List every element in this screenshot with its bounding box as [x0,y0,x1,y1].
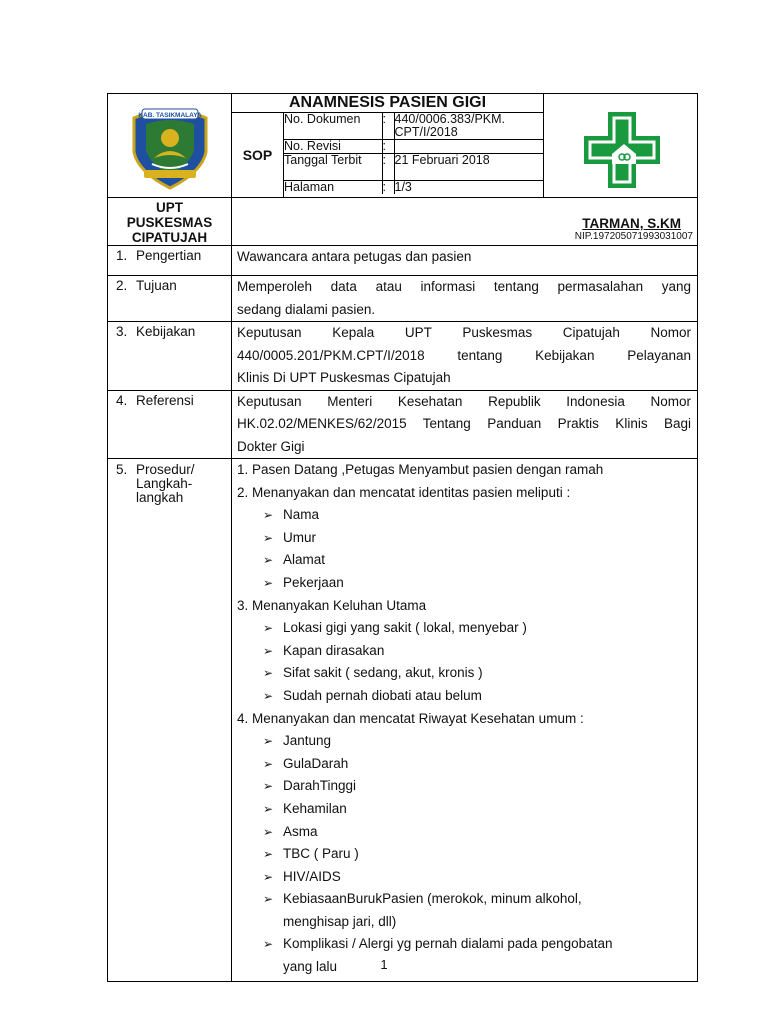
bullet-text: Sifat sakit ( sedang, akut, kronis ) [283,665,483,681]
procedure-bullet [237,866,691,889]
section-title: Pengertian [136,248,202,263]
section-row-prosedur [108,459,698,982]
section-title: Kebijakan [136,324,196,339]
arrow-bullet-icon: ➢ [263,801,274,816]
bullet-text: yang lalu [283,959,338,975]
section-content [232,246,698,276]
content-line: Klinis Di UPT Puskesmas Cipatujah [237,370,451,385]
section-label [108,246,232,276]
procedure-bullet [237,504,691,527]
sop-header-table [107,93,698,246]
arrow-bullet-icon: ➢ [263,553,274,568]
tasikmalaya-emblem-icon [124,100,216,192]
section-number: 4. [116,392,128,408]
bullet-text: HIV/AIDS [283,868,341,884]
signature-block [232,198,698,246]
arrow-bullet-icon: ➢ [263,847,274,862]
meta-row-no-revisi [284,140,544,154]
arrow-bullet-icon: ➢ [263,892,274,907]
section-label [108,459,232,982]
puskesmas-logo-cell [544,94,698,198]
procedure-bullet [237,798,691,821]
regency-logo-cell [108,94,232,198]
arrow-bullet-icon: ➢ [263,530,274,545]
bullet-text: Umur [283,529,316,545]
section-content [232,390,698,459]
arrow-bullet-icon: ➢ [263,779,274,794]
signer-nip: NIP.197205071993031007 [574,231,693,242]
content-line: Wawancara antara petugas dan pasien [237,249,472,264]
section-content [232,322,698,391]
bullet-text: Lokasi gigi yang sakit ( lokal, menyebar ) [283,620,527,636]
meta-label: No. Revisi [284,140,382,154]
section-title: Referensi [136,392,194,408]
section-number: 3. [116,324,128,339]
document-meta-cell [284,113,544,198]
content-line: 440/0005.201/PKM.CPT/I/2018 tentang Kebijakan Pelayanan [237,347,691,363]
document-title: ANAMNESIS PASIEN GIGI [232,94,544,113]
sop-body-table [107,245,698,982]
arrow-bullet-icon: ➢ [263,575,274,590]
section-number: 5. [116,462,128,477]
meta-row-no-dokumen [284,113,544,140]
procedure-bullet [237,527,691,550]
section-title-line: langkah [136,490,184,505]
meta-value: 1/3 [394,181,544,195]
section-title-line: Prosedur/ [136,462,195,477]
upt-line: PUSKESMAS [126,215,213,230]
meta-label: Tanggal Terbit [284,154,382,181]
bullet-text: Pekerjaan [283,574,344,590]
section-row-pengertian [108,246,698,276]
procedure-bullet [237,821,691,844]
page-number: 1 [380,957,388,972]
upt-line: UPT [156,200,183,215]
section-label [108,276,232,322]
meta-value [394,140,544,154]
arrow-bullet-icon: ➢ [263,643,274,658]
procedure-bullet [237,662,691,685]
procedure-bullet [237,843,691,866]
meta-value: 440/0006.383/PKM. CPT/I/2018 [394,113,544,140]
procedure-content [232,459,698,982]
content-line: Memperoleh data atau informasi tentang permasalahan yang [237,279,691,294]
bullet-text: Kehamilan [283,800,347,816]
content-line: Keputusan Kepala UPT Puskesmas Cipatujah Nomor [237,325,691,340]
meta-sep: : [382,181,394,195]
green-cross-icon [582,110,662,190]
arrow-bullet-icon: ➢ [263,508,274,523]
section-label [108,390,232,459]
arrow-bullet-icon: ➢ [263,666,274,681]
bullet-text: Alamat [283,552,326,568]
content-line: Keputusan Menteri Kesehatan Republik Indonesia Nomor [237,393,691,409]
upt-name [108,198,232,246]
section-title-line: Langkah- [136,476,193,491]
bullet-text: Nama [283,507,320,523]
meta-value: 21 Februari 2018 [394,154,544,181]
section-row-tujuan [108,276,698,322]
arrow-bullet-icon: ➢ [263,621,274,636]
arrow-bullet-icon: ➢ [263,937,274,952]
procedure-bullet [237,549,691,572]
bullet-text: Asma [283,823,318,839]
section-title [136,463,195,505]
section-number: 1. [116,248,128,263]
logo-text: KAB. TASIKMALAYA [138,112,202,119]
section-row-referensi [108,390,698,459]
arrow-bullet-icon: ➢ [263,688,274,703]
arrow-bullet-icon: ➢ [263,734,274,749]
procedure-step: 3. Menanyakan Keluhan Utama [237,597,427,613]
meta-label: Halaman [284,181,382,195]
meta-label: No. Dokumen [284,113,382,140]
upt-line: CIPATUJAH [131,230,208,245]
procedure-bullet [237,640,691,663]
procedure-step: 2. Menanyakan dan mencatat identitas pasien meliputi : [237,484,571,500]
bullet-text: menghisap jari, dll) [283,913,397,929]
bullet-text: DarahTinggi [283,778,357,794]
bullet-text: TBC ( Paru ) [283,846,359,862]
procedure-step: 4. Menanyakan dan mencatat Riwayat Kesehatan umum : [237,710,584,726]
procedure-bullet [237,685,691,708]
sop-document [107,93,697,982]
document-meta-table [284,113,544,194]
content-line: sedang dialami pasien. [237,301,376,317]
arrow-bullet-icon: ➢ [263,869,274,884]
content-line: HK.02.02/MENKES/62/2015 Tentang Panduan Praktis Klinis Bagi [237,416,691,431]
meta-sep: : [382,154,394,181]
meta-sep: : [382,113,394,140]
procedure-bullet [237,730,691,753]
bullet-text: GulaDarah [283,755,349,771]
arrow-bullet-icon: ➢ [263,756,274,771]
signer-name: TARMAN, S.KM [582,216,681,231]
section-content [232,276,698,322]
procedure-step: 1. Pasen Datang ,Petugas Menyambut pasien dengan ramah [237,462,604,477]
procedure-bullet [237,775,691,798]
procedure-bullet [237,753,691,776]
section-title: Tujuan [136,278,177,293]
procedure-bullet [237,572,691,595]
arrow-bullet-icon: ➢ [263,824,274,839]
bullet-text: KebiasaanBurukPasien (merokok, minum alkohol, [283,891,582,907]
bullet-text: Kapan dirasakan [283,642,385,658]
section-label [108,322,232,391]
bullet-text: Komplikasi / Alergi yg pernah dialami pada pengobatan [283,936,613,952]
bullet-text: Jantung [283,733,332,749]
procedure-bullet [237,617,691,640]
content-line: Dokter Gigi [237,438,305,454]
meta-sep: : [382,140,394,154]
meta-row-halaman [284,181,544,195]
procedure-bullet [237,888,691,933]
sop-label: SOP [232,113,284,198]
bullet-text: Sudah pernah diobati atau belum [283,687,482,703]
meta-row-tanggal-terbit [284,154,544,181]
section-row-kebijakan [108,322,698,391]
section-number: 2. [116,278,128,293]
